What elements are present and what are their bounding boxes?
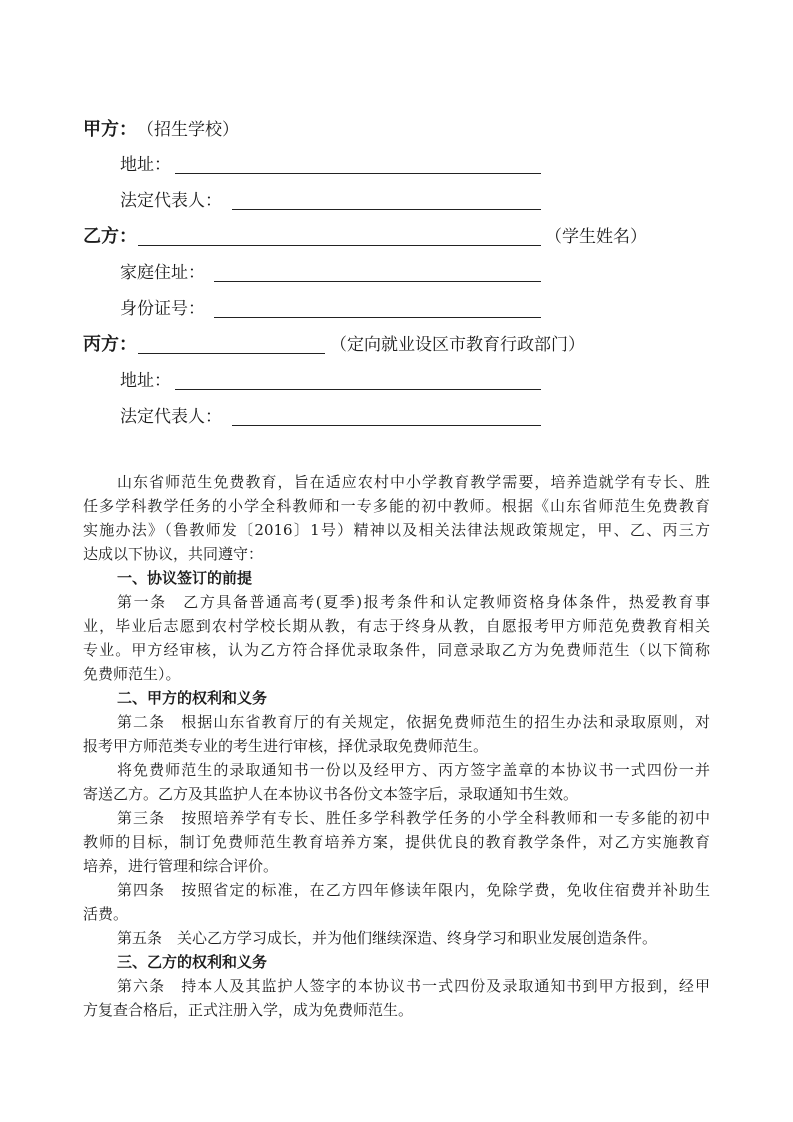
- party-a-rep-label: 法定代表人：: [120, 191, 222, 211]
- party-b-id-label: 身份证号：: [120, 299, 205, 319]
- party-a-label: 甲方：: [83, 119, 137, 140]
- text-line: 免费师范生）。: [83, 665, 181, 683]
- article-5: [83, 926, 710, 950]
- text-line: 业，毕业后志愿到农村学校长期从教，有志于终身从教，自愿报考甲方师范免费教育相关: [83, 617, 710, 635]
- text-line: 将免费师范生的录取通知书一份以及经甲方、丙方签字盖章的本协议书一式四份一并: [117, 761, 710, 779]
- party-c-rep-label: 法定代表人：: [120, 407, 222, 427]
- text-line: 山东省师范生免费教育，旨在适应农村中小学教育教学需要，培养造就学有专长、胜: [117, 473, 710, 491]
- text-line: 报考甲方师范类专业的考生进行审核，择优录取免费师范生。: [83, 737, 489, 755]
- section-3-heading: 三、乙方的权利和义务: [117, 953, 268, 971]
- party-c-label: 丙方：: [83, 334, 137, 355]
- article-2: [83, 710, 710, 758]
- intro-paragraph: [83, 470, 710, 566]
- party-c-rep-row: [0, 399, 793, 435]
- agreement-body: [83, 470, 710, 1022]
- article-6: [83, 974, 710, 1022]
- party-a-row: [0, 112, 793, 148]
- text-line: 任多学科教学任务的小学全科教师和一专多能的初中教师。根据《山东省师范生免费教育: [83, 497, 710, 515]
- text-line: 第四条 按照省定的标准，在乙方四年修读年限内，免除学费，免收住宿费并补助生: [117, 881, 710, 899]
- text-line: 活费。: [83, 905, 129, 923]
- text-line: 第二条 根据山东省教育厅的有关规定，依据免费师范生的招生办法和录取原则，对: [117, 713, 710, 731]
- party-a-note: （招生学校）: [137, 120, 239, 140]
- text-line: 培养，进行管理和综合评价。: [83, 857, 279, 875]
- article-3: [83, 806, 710, 878]
- party-c-address-blank: [175, 389, 541, 390]
- section-2-heading: 二、甲方的权利和义务: [117, 689, 268, 707]
- party-b-id-row: [0, 291, 793, 327]
- article-4: [83, 878, 710, 926]
- party-b-name-blank: [138, 245, 541, 246]
- party-b-home-blank: [214, 281, 541, 282]
- text-line: 第五条 关心乙方学习成长，并为他们继续深造、终身学习和职业发展创造条件。: [117, 929, 658, 947]
- party-a-rep-blank: [232, 209, 541, 210]
- text-line: 第六条 持本人及其监护人签字的本协议书一式四份及录取通知书到甲方报到，经甲: [117, 977, 710, 995]
- party-b-label: 乙方：: [83, 226, 137, 247]
- party-a-address-label: 地址：: [120, 155, 171, 175]
- party-a-address-row: [0, 147, 793, 183]
- text-line: 专业。甲方经审核，认为乙方符合择优录取条件，同意录取乙方为免费师范生（以下简称: [83, 641, 710, 659]
- text-line: 达成以下协议，共同遵守：: [83, 545, 264, 563]
- text-line: 方复查合格后，正式注册入学，成为免费师范生。: [83, 1001, 414, 1019]
- article-2-paragraph-2: [83, 758, 710, 806]
- party-b-id-blank: [214, 317, 541, 318]
- party-c-address-label: 地址：: [120, 371, 171, 391]
- text-line: 实施办法》（鲁教师发〔2016〕1号）精神以及相关法律法规政策规定，甲、乙、丙三方: [83, 521, 710, 539]
- party-a-address-blank: [175, 173, 541, 174]
- party-c-note: （定向就业设区市教育行政部门）: [330, 335, 585, 355]
- section-1-heading: 一、协议签订的前提: [117, 569, 253, 587]
- party-b-home-label: 家庭住址：: [120, 263, 205, 283]
- party-b-row: [0, 219, 793, 255]
- party-c-row: [0, 327, 793, 363]
- party-c-name-blank: [138, 353, 325, 354]
- party-a-rep-row: [0, 183, 793, 219]
- party-c-rep-blank: [232, 425, 541, 426]
- party-c-address-row: [0, 363, 793, 399]
- text-line: 寄送乙方。乙方及其监护人在本协议书各份文本签字后，录取通知书生效。: [83, 785, 579, 803]
- text-line: 第三条 按照培养学有专长、胜任多学科教学任务的小学全科教师和一专多能的初中: [117, 809, 710, 827]
- article-1: [83, 590, 710, 686]
- text-line: 第一条 乙方具备普通高考(夏季)报考条件和认定教师资格身体条件，热爱教育事: [117, 593, 710, 611]
- text-line: 教师的目标，制订免费师范生教育培养方案，提供优良的教育教学条件，对乙方实施教育: [83, 833, 710, 851]
- party-b-note: （学生姓名）: [545, 227, 647, 247]
- party-b-home-row: [0, 255, 793, 291]
